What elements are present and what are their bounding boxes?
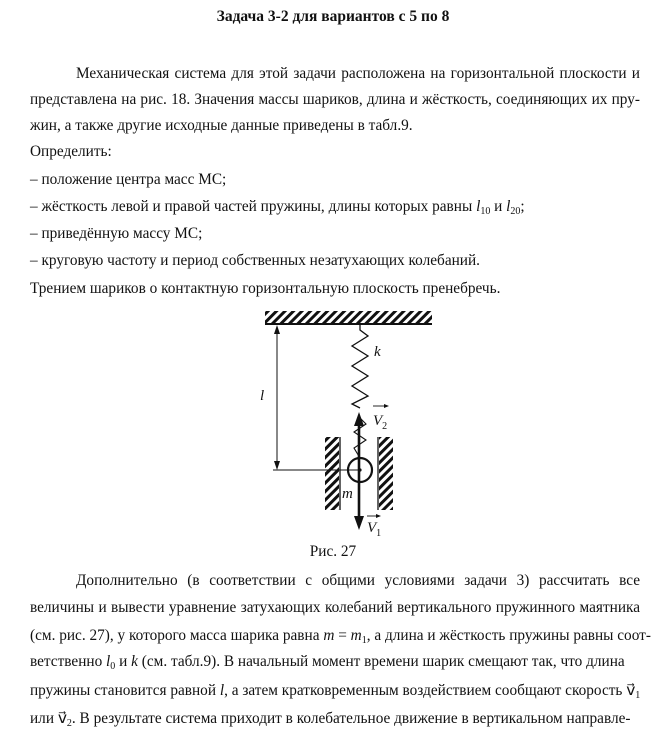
sub: 1 bbox=[635, 690, 641, 701]
var: m bbox=[323, 627, 335, 644]
right-wall bbox=[379, 437, 393, 510]
paragraph-line bbox=[30, 710, 640, 728]
v1-vector-mark bbox=[376, 514, 381, 518]
page-title: Задача 3-2 для вариантов с 5 по 8 bbox=[216, 8, 450, 25]
text: или v⃗ bbox=[30, 710, 67, 727]
text: ; bbox=[520, 198, 525, 215]
determine-label: Определить: bbox=[30, 143, 112, 160]
var: m bbox=[350, 627, 362, 644]
paragraph-line: Механическая система для этой задачи расположена на горизонтальной плоскости и bbox=[76, 65, 640, 82]
label-k: k bbox=[374, 344, 381, 360]
spring bbox=[352, 324, 368, 408]
paragraph-line: Дополнительно (в соответствии с общими условиями задачи 3) рассчитать все bbox=[76, 572, 640, 589]
label-v1: $V_1$ bbox=[367, 520, 382, 539]
dimension-arrow-bottom bbox=[274, 461, 280, 470]
v2-arrowhead bbox=[354, 412, 364, 426]
var: l bbox=[476, 198, 481, 215]
label-l: l bbox=[260, 388, 265, 404]
paragraph-line: величины и вывести уравнение затухающих колебаний вертикального пружинного маятника bbox=[30, 599, 640, 616]
figure-caption: Рис. 27 bbox=[309, 543, 357, 560]
label-v2: $V_2$ bbox=[373, 413, 388, 432]
var: l bbox=[106, 653, 111, 670]
text: (см. рис. 27), у которого масса шарика равна bbox=[30, 627, 324, 644]
left-wall bbox=[325, 437, 339, 510]
list-item: – приведённую массу МС; bbox=[30, 225, 203, 242]
list-item: – положение центра масс МС; bbox=[30, 171, 227, 188]
sub: 20 bbox=[510, 206, 521, 217]
text: . В результате система приходит в колебательное движение в вертикальном направле- bbox=[71, 710, 631, 727]
text: , а длина и жёсткость пружины равны соот- bbox=[366, 627, 651, 644]
sub: 0 bbox=[110, 661, 116, 672]
text: – жёсткость левой и правой частей пружины, длины которых равны bbox=[30, 198, 477, 215]
var: l bbox=[506, 198, 511, 215]
list-item: – круговую частоту и период собственных незатухающих колебаний. bbox=[30, 252, 480, 269]
text: и bbox=[115, 653, 132, 670]
sub: 1 bbox=[361, 635, 367, 646]
ball-center bbox=[358, 468, 361, 471]
text: = bbox=[334, 627, 351, 644]
text: (см. табл.9). В начальный момент времени шарик смещают так, что длина bbox=[137, 653, 625, 670]
text: ветственно bbox=[30, 653, 107, 670]
paragraph-line: Трением шариков о контактную горизонтальную плоскость пренебречь. bbox=[30, 280, 501, 297]
paragraph-line: представлена на рис. 18. Значения массы шариков, длина и жёсткость, соединяющих их пру- bbox=[30, 91, 640, 108]
paragraph-line bbox=[30, 653, 640, 671]
label-m: m bbox=[342, 486, 353, 502]
sub: 10 bbox=[480, 206, 491, 217]
paragraph-line bbox=[30, 627, 651, 646]
v1-arrowhead bbox=[354, 516, 364, 530]
paragraph-line bbox=[30, 682, 640, 700]
dimension-arrow-top bbox=[274, 325, 280, 334]
var: l bbox=[219, 682, 225, 699]
var: k bbox=[131, 653, 138, 670]
v2-vector-mark bbox=[384, 404, 389, 408]
text: , а затем кратковременным воздействием сообщают скорость v⃗ bbox=[224, 682, 636, 699]
ceiling-hatch bbox=[265, 311, 432, 323]
sub: 2 bbox=[66, 718, 72, 729]
text: и bbox=[490, 198, 507, 215]
paragraph-line: жин, а также другие исходные данные приведены в табл.9. bbox=[30, 117, 413, 134]
text: пружины становится равной bbox=[30, 682, 220, 699]
